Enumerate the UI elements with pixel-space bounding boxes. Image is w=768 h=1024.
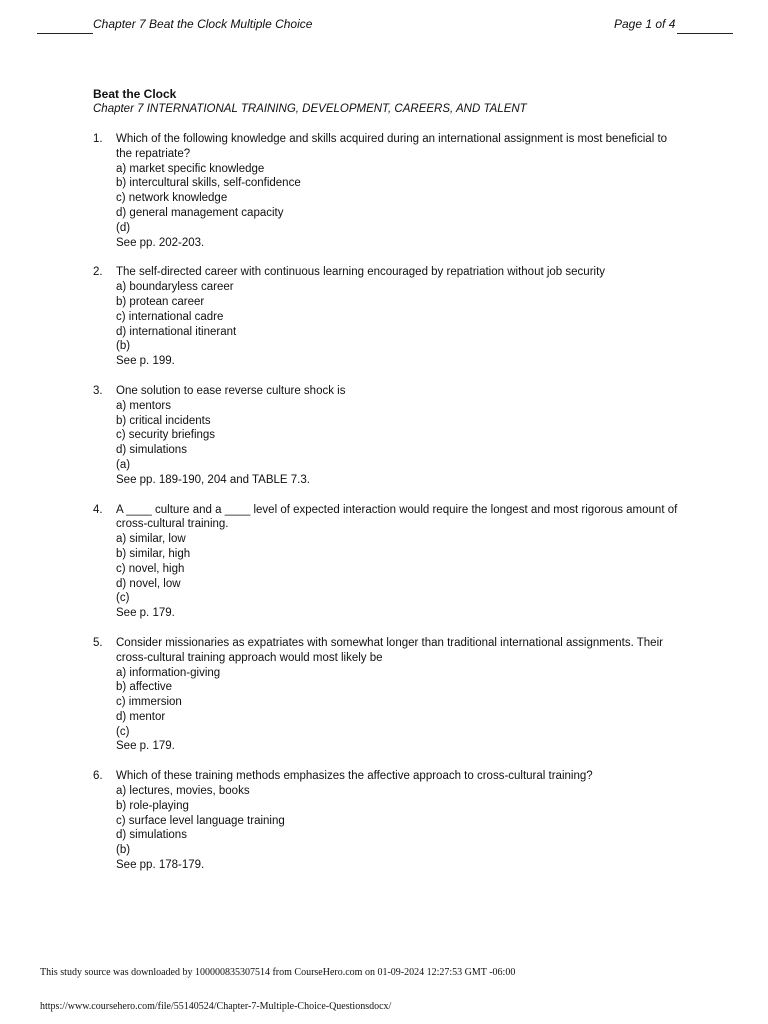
header-left-rule [37, 33, 93, 34]
question-body [116, 384, 683, 488]
correct-answer: (c) [116, 725, 130, 738]
answer-option: a) mentors [116, 399, 171, 412]
question-item [93, 636, 683, 754]
answer-option: c) network knowledge [116, 192, 228, 205]
correct-answer: (c) [116, 592, 130, 605]
answer-option: c) international cadre [116, 310, 224, 323]
answer-option: c) surface level language training [116, 814, 285, 827]
answer-option: d) mentor [116, 710, 166, 723]
question-text: Consider missionaries as expatriates with somewhat longer than traditional international assignments. Their cross-cultural training approach would most likely be [116, 636, 663, 664]
answer-option: d) simulations [116, 444, 187, 457]
question-body [116, 132, 683, 250]
download-source-notice: This study source was downloaded by 100000835307514 from CourseHero.com on 01-09-2024 12:27:53 GMT -06:00 [40, 967, 516, 978]
correct-answer: (b) [116, 844, 131, 857]
answer-option: c) immersion [116, 696, 182, 709]
source-url: https://www.coursehero.com/file/55140524/Chapter-7-Multiple-Choice-Questionsdocx/ [40, 1001, 392, 1012]
correct-answer: (b) [116, 340, 131, 353]
question-number: 6. [93, 770, 103, 783]
question-item [93, 769, 683, 873]
question-number: 5. [93, 636, 103, 649]
header-title: Chapter 7 Beat the Clock Multiple Choice [93, 17, 313, 31]
answer-option: a) similar, low [116, 533, 186, 546]
question-item [93, 503, 683, 621]
answer-option: d) general management capacity [116, 206, 284, 219]
answer-option: b) role-playing [116, 799, 189, 812]
question-row [93, 265, 683, 369]
answer-option: b) similar, high [116, 547, 191, 560]
question-row [93, 636, 683, 754]
question-item [93, 265, 683, 369]
question-number: 4. [93, 503, 103, 516]
question-row [93, 503, 683, 621]
question-text: Which of these training methods emphasizes the affective approach to cross-cultural training? [116, 770, 593, 783]
question-row [93, 384, 683, 488]
question-number: 2. [93, 266, 103, 279]
page-reference: See p. 199. [116, 355, 175, 368]
page-reference: See pp. 178-179. [116, 859, 205, 872]
document-subtitle: Chapter 7 INTERNATIONAL TRAINING, DEVELOPMENT, CAREERS, AND TALENT [93, 103, 527, 115]
question-body [116, 265, 683, 369]
answer-option: a) boundaryless career [116, 281, 234, 294]
answer-option: c) security briefings [116, 429, 216, 442]
question-body [116, 636, 683, 754]
title-block [93, 87, 693, 117]
question-text: Which of the following knowledge and skills acquired during an international assignment is most beneficial to the repatriate? [116, 133, 668, 160]
page-reference: See p. 179. [116, 607, 175, 620]
correct-answer: (a) [116, 458, 131, 471]
question-list [93, 132, 683, 888]
question-body [116, 769, 683, 873]
question-row [93, 132, 683, 250]
question-item [93, 384, 683, 488]
page-number: Page 1 of 4 [614, 17, 676, 31]
answer-option: d) international itinerant [116, 325, 237, 338]
answer-option: d) novel, low [116, 577, 181, 590]
question-number: 3. [93, 384, 103, 397]
answer-option: c) novel, high [116, 562, 185, 575]
question-item [93, 132, 683, 250]
correct-answer: (d) [116, 221, 131, 234]
question-text: A ____ culture and a ____ level of expected interaction would require the longest and most rigorous amount of cross-cultural training. [116, 503, 678, 531]
answer-option: b) protean career [116, 295, 205, 308]
answer-option: b) affective [116, 681, 173, 694]
page-reference: See p. 179. [116, 740, 175, 753]
document-title: Beat the Clock [93, 87, 177, 101]
question-body [116, 503, 683, 621]
answer-option: d) simulations [116, 829, 187, 842]
answer-option: a) information-giving [116, 666, 221, 679]
question-number: 1. [93, 133, 103, 145]
answer-option: b) intercultural skills, self-confidence [116, 177, 301, 190]
header-right-rule [677, 33, 733, 34]
answer-option: a) lectures, movies, books [116, 785, 250, 798]
question-text: The self-directed career with continuous learning encouraged by repatriation without job security [116, 266, 606, 279]
answer-option: b) critical incidents [116, 414, 211, 427]
question-text: One solution to ease reverse culture shock is [116, 384, 346, 397]
question-row [93, 769, 683, 873]
page-reference: See pp. 189-190, 204 and TABLE 7.3. [116, 473, 310, 486]
page-reference: See pp. 202-203. [116, 236, 205, 249]
answer-option: a) market specific knowledge [116, 162, 265, 175]
